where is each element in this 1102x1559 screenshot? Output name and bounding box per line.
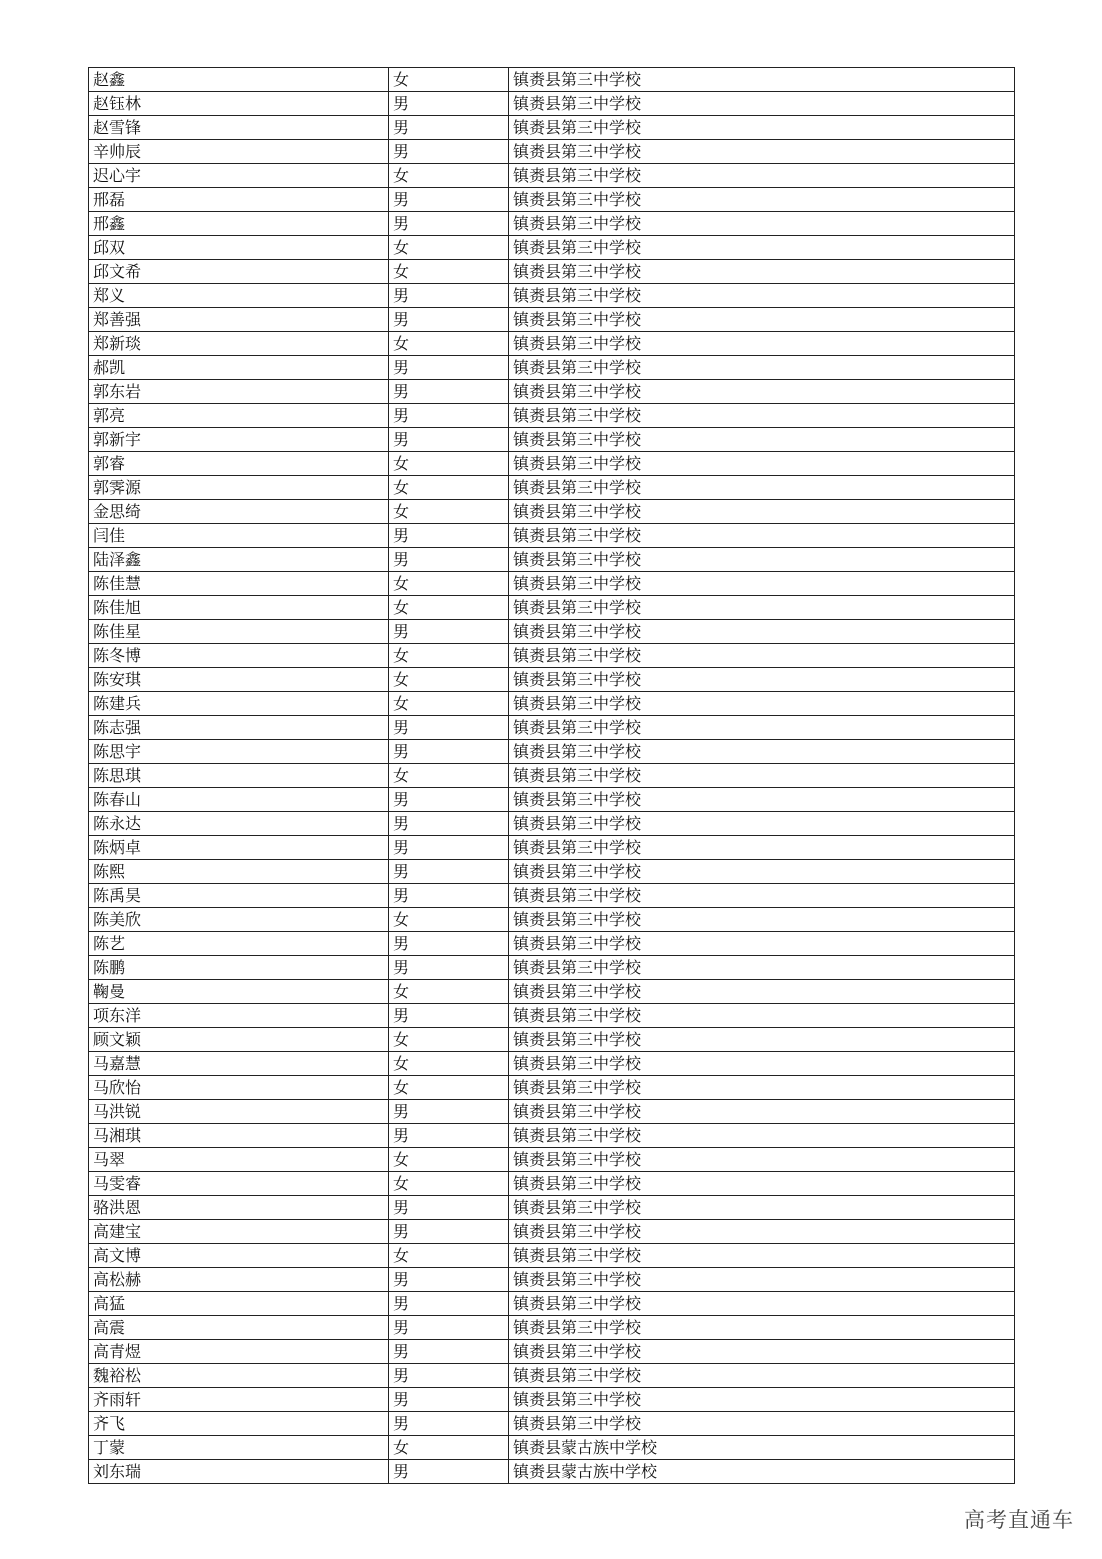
gender-cell: 男	[389, 836, 509, 860]
student-name-cell: 陈炳卓	[89, 836, 389, 860]
table-row	[89, 1076, 1015, 1100]
school-cell: 镇赉县第三中学校	[509, 476, 1015, 500]
school-cell: 镇赉县第三中学校	[509, 452, 1015, 476]
table-row	[89, 380, 1015, 404]
table-row	[89, 476, 1015, 500]
gender-cell: 女	[389, 500, 509, 524]
school-cell: 镇赉县第三中学校	[509, 548, 1015, 572]
school-cell: 镇赉县第三中学校	[509, 668, 1015, 692]
table-row	[89, 884, 1015, 908]
gender-cell: 男	[389, 212, 509, 236]
school-cell: 镇赉县第三中学校	[509, 956, 1015, 980]
school-cell: 镇赉县蒙古族中学校	[509, 1460, 1015, 1484]
table-row	[89, 1340, 1015, 1364]
table-row	[89, 164, 1015, 188]
table-row	[89, 908, 1015, 932]
table-row	[89, 1052, 1015, 1076]
school-cell: 镇赉县第三中学校	[509, 1364, 1015, 1388]
student-name-cell: 高建宝	[89, 1220, 389, 1244]
table-row	[89, 1220, 1015, 1244]
school-cell: 镇赉县第三中学校	[509, 836, 1015, 860]
student-name-cell: 陈鹏	[89, 956, 389, 980]
table-row	[89, 356, 1015, 380]
table-row	[89, 284, 1015, 308]
gender-cell: 女	[389, 1436, 509, 1460]
gender-cell: 男	[389, 788, 509, 812]
gender-cell: 男	[389, 1004, 509, 1028]
student-name-cell: 郭霁源	[89, 476, 389, 500]
gender-cell: 女	[389, 596, 509, 620]
student-name-cell: 陈冬博	[89, 644, 389, 668]
table-row	[89, 740, 1015, 764]
table-row	[89, 1004, 1015, 1028]
table-row	[89, 1124, 1015, 1148]
table-row	[89, 788, 1015, 812]
school-cell: 镇赉县蒙古族中学校	[509, 1436, 1015, 1460]
school-cell: 镇赉县第三中学校	[509, 1244, 1015, 1268]
table-row	[89, 956, 1015, 980]
gender-cell: 男	[389, 284, 509, 308]
table-row	[89, 668, 1015, 692]
gender-cell: 男	[389, 932, 509, 956]
school-cell: 镇赉县第三中学校	[509, 332, 1015, 356]
gender-cell: 男	[389, 404, 509, 428]
school-cell: 镇赉县第三中学校	[509, 884, 1015, 908]
table-row	[89, 1436, 1015, 1460]
table-row	[89, 1388, 1015, 1412]
student-name-cell: 郭新宇	[89, 428, 389, 452]
student-name-cell: 高震	[89, 1316, 389, 1340]
student-name-cell: 赵鑫	[89, 68, 389, 92]
gender-cell: 女	[389, 1148, 509, 1172]
student-name-cell: 郭东岩	[89, 380, 389, 404]
table-row	[89, 620, 1015, 644]
school-cell: 镇赉县第三中学校	[509, 116, 1015, 140]
table-row	[89, 260, 1015, 284]
table-row	[89, 1100, 1015, 1124]
student-name-cell: 迟心宇	[89, 164, 389, 188]
school-cell: 镇赉县第三中学校	[509, 812, 1015, 836]
school-cell: 镇赉县第三中学校	[509, 1148, 1015, 1172]
student-name-cell: 陈美欣	[89, 908, 389, 932]
table-row	[89, 1292, 1015, 1316]
gender-cell: 男	[389, 356, 509, 380]
school-cell: 镇赉县第三中学校	[509, 620, 1015, 644]
gender-cell: 男	[389, 1340, 509, 1364]
school-cell: 镇赉县第三中学校	[509, 716, 1015, 740]
school-cell: 镇赉县第三中学校	[509, 692, 1015, 716]
table-row	[89, 308, 1015, 332]
school-cell: 镇赉县第三中学校	[509, 908, 1015, 932]
gender-cell: 男	[389, 1292, 509, 1316]
student-name-cell: 丁蒙	[89, 1436, 389, 1460]
student-name-cell: 郑义	[89, 284, 389, 308]
student-name-cell: 马欣怡	[89, 1076, 389, 1100]
gender-cell: 男	[389, 92, 509, 116]
gender-cell: 男	[389, 884, 509, 908]
school-cell: 镇赉县第三中学校	[509, 1196, 1015, 1220]
table-row	[89, 1460, 1015, 1484]
table-row	[89, 428, 1015, 452]
school-cell: 镇赉县第三中学校	[509, 980, 1015, 1004]
gender-cell: 男	[389, 1124, 509, 1148]
school-cell: 镇赉县第三中学校	[509, 1340, 1015, 1364]
gender-cell: 男	[389, 1316, 509, 1340]
school-cell: 镇赉县第三中学校	[509, 356, 1015, 380]
table-row	[89, 548, 1015, 572]
gender-cell: 男	[389, 620, 509, 644]
school-cell: 镇赉县第三中学校	[509, 596, 1015, 620]
gender-cell: 男	[389, 308, 509, 332]
student-name-cell: 赵钰林	[89, 92, 389, 116]
table-row	[89, 1316, 1015, 1340]
student-name-cell: 陈佳星	[89, 620, 389, 644]
table-row	[89, 68, 1015, 92]
school-cell: 镇赉县第三中学校	[509, 404, 1015, 428]
student-name-cell: 陈春山	[89, 788, 389, 812]
gender-cell: 女	[389, 572, 509, 596]
school-cell: 镇赉县第三中学校	[509, 284, 1015, 308]
student-name-cell: 郝凯	[89, 356, 389, 380]
table-row	[89, 1268, 1015, 1292]
student-name-cell: 郑善强	[89, 308, 389, 332]
table-row	[89, 836, 1015, 860]
student-name-cell: 高松赫	[89, 1268, 389, 1292]
school-cell: 镇赉县第三中学校	[509, 1004, 1015, 1028]
gender-cell: 男	[389, 116, 509, 140]
gender-cell: 女	[389, 692, 509, 716]
student-name-cell: 邱文希	[89, 260, 389, 284]
table-row	[89, 236, 1015, 260]
gender-cell: 女	[389, 476, 509, 500]
gender-cell: 男	[389, 428, 509, 452]
student-name-cell: 高猛	[89, 1292, 389, 1316]
gender-cell: 女	[389, 644, 509, 668]
gender-cell: 女	[389, 68, 509, 92]
student-name-cell: 鞠曼	[89, 980, 389, 1004]
student-name-cell: 顾文颖	[89, 1028, 389, 1052]
student-name-cell: 陈志强	[89, 716, 389, 740]
student-name-cell: 陈安琪	[89, 668, 389, 692]
table-row	[89, 572, 1015, 596]
student-name-cell: 陈思琪	[89, 764, 389, 788]
table-row	[89, 188, 1015, 212]
school-cell: 镇赉县第三中学校	[509, 572, 1015, 596]
gender-cell: 男	[389, 716, 509, 740]
gender-cell: 女	[389, 1028, 509, 1052]
student-name-cell: 陈禹昊	[89, 884, 389, 908]
student-name-cell: 邢磊	[89, 188, 389, 212]
school-cell: 镇赉县第三中学校	[509, 524, 1015, 548]
gender-cell: 男	[389, 548, 509, 572]
table-row	[89, 764, 1015, 788]
gender-cell: 女	[389, 908, 509, 932]
gender-cell: 女	[389, 1076, 509, 1100]
table-row	[89, 812, 1015, 836]
student-name-cell: 陈永达	[89, 812, 389, 836]
table-row	[89, 404, 1015, 428]
school-cell: 镇赉县第三中学校	[509, 1172, 1015, 1196]
school-cell: 镇赉县第三中学校	[509, 260, 1015, 284]
student-name-cell: 马雯睿	[89, 1172, 389, 1196]
school-cell: 镇赉县第三中学校	[509, 740, 1015, 764]
student-name-cell: 郭亮	[89, 404, 389, 428]
gender-cell: 女	[389, 332, 509, 356]
gender-cell: 女	[389, 260, 509, 284]
gender-cell: 女	[389, 452, 509, 476]
school-cell: 镇赉县第三中学校	[509, 428, 1015, 452]
student-name-cell: 陈思宇	[89, 740, 389, 764]
table-row	[89, 932, 1015, 956]
gender-cell: 男	[389, 524, 509, 548]
roster-body	[89, 68, 1015, 1484]
student-name-cell: 马洪锐	[89, 1100, 389, 1124]
gender-cell: 男	[389, 380, 509, 404]
gender-cell: 男	[389, 956, 509, 980]
table-row	[89, 716, 1015, 740]
student-name-cell: 邱双	[89, 236, 389, 260]
gender-cell: 男	[389, 740, 509, 764]
student-name-cell: 陈佳旭	[89, 596, 389, 620]
gender-cell: 男	[389, 1460, 509, 1484]
table-row	[89, 140, 1015, 164]
table-row	[89, 92, 1015, 116]
school-cell: 镇赉县第三中学校	[509, 380, 1015, 404]
school-cell: 镇赉县第三中学校	[509, 1100, 1015, 1124]
gender-cell: 男	[389, 1388, 509, 1412]
student-name-cell: 高青煜	[89, 1340, 389, 1364]
school-cell: 镇赉县第三中学校	[509, 212, 1015, 236]
gender-cell: 男	[389, 860, 509, 884]
school-cell: 镇赉县第三中学校	[509, 164, 1015, 188]
table-row	[89, 1244, 1015, 1268]
student-name-cell: 郑新琰	[89, 332, 389, 356]
student-name-cell: 陈建兵	[89, 692, 389, 716]
student-name-cell: 马翠	[89, 1148, 389, 1172]
school-cell: 镇赉县第三中学校	[509, 92, 1015, 116]
gender-cell: 男	[389, 140, 509, 164]
table-row	[89, 1364, 1015, 1388]
student-name-cell: 高文博	[89, 1244, 389, 1268]
gender-cell: 男	[389, 812, 509, 836]
student-name-cell: 马湘琪	[89, 1124, 389, 1148]
gender-cell: 女	[389, 1052, 509, 1076]
student-name-cell: 金思绮	[89, 500, 389, 524]
student-name-cell: 陈熙	[89, 860, 389, 884]
student-roster-table	[88, 67, 1015, 1484]
school-cell: 镇赉县第三中学校	[509, 308, 1015, 332]
student-name-cell: 闫佳	[89, 524, 389, 548]
table-row	[89, 980, 1015, 1004]
watermark-text: 高考直通车	[964, 1508, 1074, 1532]
student-name-cell: 辛帅辰	[89, 140, 389, 164]
gender-cell: 女	[389, 1172, 509, 1196]
student-name-cell: 陆泽鑫	[89, 548, 389, 572]
school-cell: 镇赉县第三中学校	[509, 140, 1015, 164]
school-cell: 镇赉县第三中学校	[509, 932, 1015, 956]
school-cell: 镇赉县第三中学校	[509, 1388, 1015, 1412]
student-name-cell: 邢鑫	[89, 212, 389, 236]
student-name-cell: 马嘉慧	[89, 1052, 389, 1076]
school-cell: 镇赉县第三中学校	[509, 1220, 1015, 1244]
table-row	[89, 692, 1015, 716]
table-row	[89, 860, 1015, 884]
gender-cell: 女	[389, 1244, 509, 1268]
gender-cell: 女	[389, 236, 509, 260]
student-name-cell: 魏裕松	[89, 1364, 389, 1388]
student-name-cell: 骆洪恩	[89, 1196, 389, 1220]
table-row	[89, 212, 1015, 236]
school-cell: 镇赉县第三中学校	[509, 188, 1015, 212]
table-row	[89, 596, 1015, 620]
table-row	[89, 500, 1015, 524]
gender-cell: 女	[389, 164, 509, 188]
gender-cell: 男	[389, 1412, 509, 1436]
student-name-cell: 郭睿	[89, 452, 389, 476]
student-name-cell: 赵雪锋	[89, 116, 389, 140]
school-cell: 镇赉县第三中学校	[509, 1316, 1015, 1340]
school-cell: 镇赉县第三中学校	[509, 236, 1015, 260]
table-row	[89, 116, 1015, 140]
table-row	[89, 1196, 1015, 1220]
student-name-cell: 项东洋	[89, 1004, 389, 1028]
student-name-cell: 齐飞	[89, 1412, 389, 1436]
school-cell: 镇赉县第三中学校	[509, 1292, 1015, 1316]
table-row	[89, 524, 1015, 548]
gender-cell: 男	[389, 1100, 509, 1124]
school-cell: 镇赉县第三中学校	[509, 1268, 1015, 1292]
school-cell: 镇赉县第三中学校	[509, 1028, 1015, 1052]
gender-cell: 女	[389, 764, 509, 788]
school-cell: 镇赉县第三中学校	[509, 1124, 1015, 1148]
school-cell: 镇赉县第三中学校	[509, 68, 1015, 92]
table-row	[89, 644, 1015, 668]
school-cell: 镇赉县第三中学校	[509, 1052, 1015, 1076]
school-cell: 镇赉县第三中学校	[509, 1412, 1015, 1436]
table-row	[89, 1148, 1015, 1172]
school-cell: 镇赉县第三中学校	[509, 644, 1015, 668]
student-name-cell: 陈艺	[89, 932, 389, 956]
gender-cell: 女	[389, 668, 509, 692]
school-cell: 镇赉县第三中学校	[509, 764, 1015, 788]
school-cell: 镇赉县第三中学校	[509, 1076, 1015, 1100]
table-row	[89, 1172, 1015, 1196]
gender-cell: 男	[389, 188, 509, 212]
school-cell: 镇赉县第三中学校	[509, 500, 1015, 524]
gender-cell: 男	[389, 1220, 509, 1244]
gender-cell: 女	[389, 980, 509, 1004]
table-row	[89, 1412, 1015, 1436]
table-row	[89, 452, 1015, 476]
student-name-cell: 陈佳慧	[89, 572, 389, 596]
table-row	[89, 1028, 1015, 1052]
student-name-cell: 齐雨轩	[89, 1388, 389, 1412]
table-row	[89, 332, 1015, 356]
school-cell: 镇赉县第三中学校	[509, 788, 1015, 812]
gender-cell: 男	[389, 1196, 509, 1220]
school-cell: 镇赉县第三中学校	[509, 860, 1015, 884]
gender-cell: 男	[389, 1268, 509, 1292]
gender-cell: 男	[389, 1364, 509, 1388]
student-name-cell: 刘东瑞	[89, 1460, 389, 1484]
